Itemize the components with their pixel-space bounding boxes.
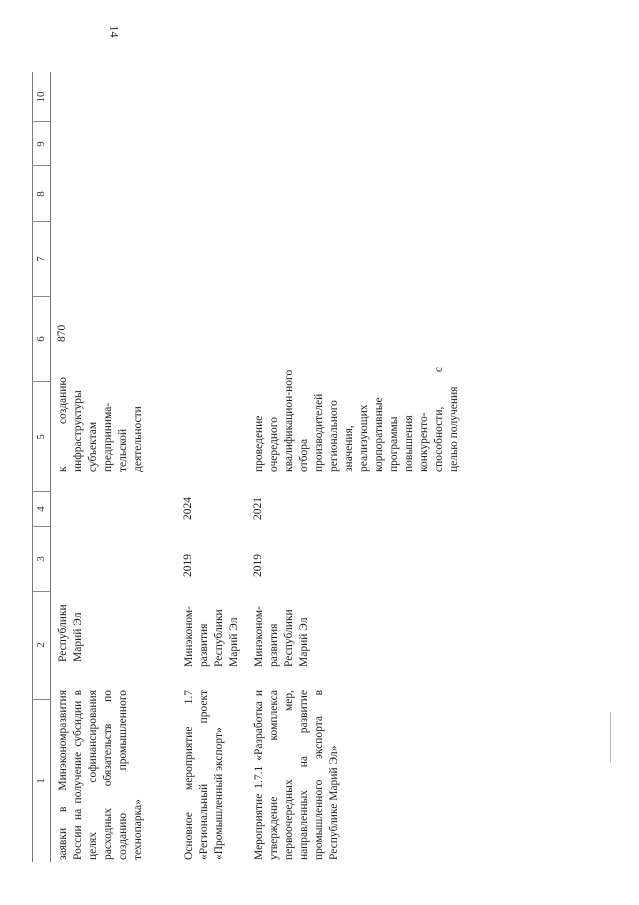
- col-separator: [32, 699, 50, 700]
- row3-col5: проведение очередного квалификацион-ного отбора производителей регионального значения, реализующих корпоративные программы повышения конкуренто-способности, с целью получения: [253, 367, 460, 472]
- col-header-10: 10: [35, 91, 47, 103]
- row1-col5: к созданию инфраструктуры субъектам предпринима-тельской деятельности: [57, 377, 144, 472]
- rotated-table: [20, 22, 615, 882]
- col-header-3: 3: [35, 556, 47, 562]
- row2-col4: 2024: [182, 497, 194, 520]
- col-header-7: 7: [35, 256, 47, 262]
- table-bottom-rule: [610, 712, 611, 762]
- col-separator: [32, 491, 50, 492]
- row3-col1: Мероприятие 1.7.1 «Разработка и утверждение комплекса первоочередных мер, направленных на развитие промышленного экспорта в Республике Марий Эл»: [253, 690, 340, 860]
- table-top-rule: [32, 72, 33, 862]
- row1-col1: заявки в Минэкономразвития России на получение субсидии в целях софинансирования расходных обязательств по созданию промышленного технопарка»: [57, 690, 144, 860]
- col-separator: [32, 221, 50, 222]
- page-number: 14: [107, 25, 122, 38]
- col-separator: [32, 121, 50, 122]
- col-separator: [32, 381, 50, 382]
- row3-col3: 2019: [252, 554, 264, 577]
- row3-col2: Минэконом-развития Республики Марий Эл: [253, 605, 310, 667]
- col-header-6: 6: [35, 336, 47, 342]
- col-header-5: 5: [35, 434, 47, 440]
- col-separator: [32, 526, 50, 527]
- col-separator: [32, 591, 50, 592]
- row1-col6: 870: [56, 324, 68, 342]
- col-header-9: 9: [35, 141, 47, 147]
- col-header-1: 1: [35, 778, 47, 784]
- row1-col2: Республики Марий Эл: [57, 604, 84, 662]
- col-separator: [32, 165, 50, 166]
- col-header-8: 8: [35, 191, 47, 197]
- row2-col3: 2019: [182, 554, 194, 577]
- col-header-4: 4: [35, 506, 47, 512]
- col-header-2: 2: [35, 642, 47, 648]
- row3-col4: 2021: [252, 497, 264, 520]
- col-separator: [32, 296, 50, 297]
- row2-col1: Основное мероприятие 1.7 «Региональный проект «Промышленный экспорт»: [183, 690, 225, 860]
- row2-col2: Минэконом-развития Республики Марий Эл: [183, 605, 240, 667]
- header-bottom-rule: [50, 72, 51, 862]
